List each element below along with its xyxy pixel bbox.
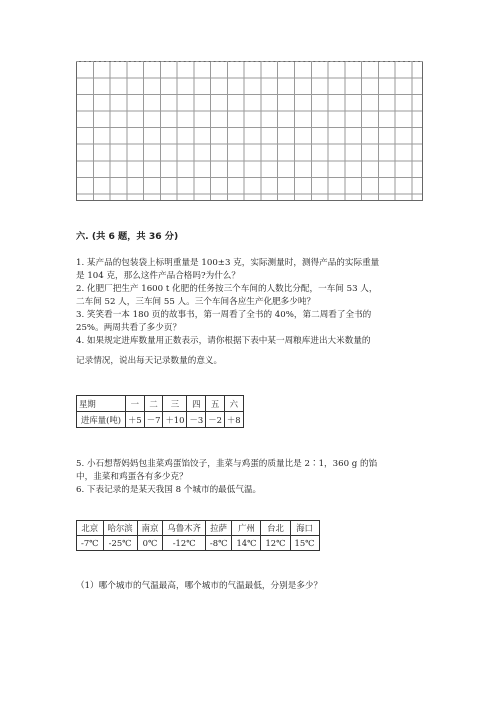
- table-cell: －3: [187, 412, 206, 428]
- question-3-line-2: 25%。两周共看了多少页？: [76, 323, 182, 333]
- table-cell: 14℃: [232, 536, 261, 551]
- table-cell: -12℃: [163, 536, 206, 551]
- table-cell: －7: [144, 412, 163, 428]
- question-6-line-1: 6. 下表记录的是某天我国 8 个城市的最低气温。: [76, 485, 262, 495]
- question-6-subquestion-1: （1）哪个城市的气温最高，哪个城市的气温最低，分别是多少？: [76, 581, 323, 591]
- table-cell: 15℃: [290, 536, 319, 551]
- table-cell: 北京: [77, 521, 104, 536]
- table-cell: 二: [144, 396, 163, 412]
- section-title: 六. (共 6 题，共 36 分): [76, 231, 179, 242]
- table-cell: 三: [163, 396, 187, 412]
- table-cell: 六: [224, 396, 243, 412]
- question-2-line-1: 2. 化肥厂把生产 1600 t 化肥的任务按三个车间的人数比分配，一车间 53 人，: [76, 284, 378, 294]
- table-cell: －2: [206, 412, 225, 428]
- table-cell: 进库量(吨): [77, 412, 126, 428]
- table-row: [77, 396, 244, 412]
- table-cell: 广州: [232, 521, 261, 536]
- question-1-line-1: 1. 某产品的包装袋上标明重量是 100±3 克，实际测量时，测得产品的实际重量: [76, 258, 380, 268]
- question-2-line-2: 二车间 52 人，三车间 55 人。三个车间各应生产化肥多少吨？: [76, 297, 316, 307]
- table-cell: 0℃: [137, 536, 163, 551]
- table-cell: 哈尔滨: [103, 521, 137, 536]
- table-cell: 12℃: [261, 536, 290, 551]
- table-cell: 拉萨: [205, 521, 232, 536]
- table-cell: ＋5: [126, 412, 145, 428]
- question-1-line-2: 是 104 克，那么这件产品合格吗?为什么？: [76, 271, 240, 281]
- table-cell: 海口: [290, 521, 319, 536]
- question-4-line-1: 4. 如果规定进库数量用正数表示，请你根据下表中某一周粮库进出大米数量的: [76, 336, 371, 346]
- table-cell: 乌鲁木齐: [163, 521, 206, 536]
- table-cell: 星期: [77, 396, 126, 412]
- question-4-line-2: 记录情况，说出每天记录数量的意义。: [76, 356, 223, 366]
- grain-storage-table: [76, 395, 244, 428]
- table-cell: 四: [187, 396, 206, 412]
- table-cell: -8℃: [205, 536, 232, 551]
- question-5-line-2: 中，韭菜和鸡蛋各有多少克？: [76, 472, 188, 482]
- table-cell: 南京: [137, 521, 163, 536]
- table-cell: 五: [206, 396, 225, 412]
- question-5-line-1: 5. 小石想帮妈妈包韭菜鸡蛋馅饺子，韭菜与鸡蛋的质量比是 2∶1，360 g 的馅: [76, 459, 378, 469]
- city-temperature-table: [76, 520, 320, 551]
- question-3-line-1: 3. 笑笑看一本 180 页的故事书，第一周看了全书的 40%，第二周看了全书的: [76, 310, 372, 320]
- table-cell: -25℃: [103, 536, 137, 551]
- table-cell: 台北: [261, 521, 290, 536]
- table-row: [77, 521, 320, 536]
- table-cell: ＋8: [224, 412, 243, 428]
- grid-top-dash: [76, 61, 423, 62]
- table-cell: ＋10: [163, 412, 187, 428]
- table-cell: -7℃: [77, 536, 104, 551]
- table-row: [77, 412, 244, 428]
- table-row: [77, 536, 320, 551]
- table-cell: 一: [126, 396, 145, 412]
- writing-grid: [76, 61, 423, 201]
